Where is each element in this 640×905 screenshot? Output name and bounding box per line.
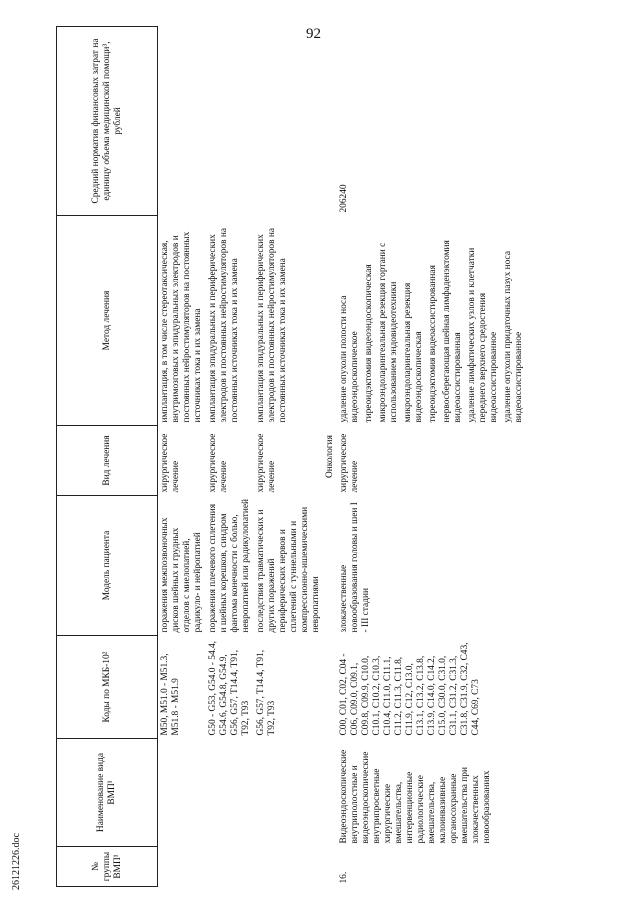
table-header-row xyxy=(57,27,158,887)
table-row xyxy=(158,27,207,887)
icd-codes-cell: C00, C01, C02, C04 - C06, C09.0, C09.1, C09.8, C09.9, C10.0, C10.1, C10.2, C10.3, C10.4, C11.0, C11.1, C11.2, C11.3, C11.8, C11.9, C12, C13.0, C13.1, C13.2, C13.8, C13.9, C14.0, C14.2, C15.0, C30.0, C31.0, C31.1, C31.2, C31.3, C31.8, C31.9, C32, C43, C44, C69, C73 xyxy=(339,642,481,736)
document-footer: 26121226.doc xyxy=(11,833,22,890)
header-treatment-method: Метод лечения xyxy=(57,216,158,426)
rotated-table-container xyxy=(56,27,640,887)
method-item: тиреоидэктомия видеоэндоскопическая xyxy=(364,264,374,423)
icd-codes-cell: G50 - G53, G54.0 - 54.4, G54.6, G54.8, G54.9, G56, G57, T14.4, T91, T92, T93 xyxy=(208,640,251,736)
treatment-type-cell: хирургическое лечение xyxy=(339,433,360,493)
table-row xyxy=(206,27,254,887)
method-item: микроэндоларингеальная резекция гортани с использованием эндовидеотехники xyxy=(378,242,399,423)
group-number-cell: 16. xyxy=(339,871,349,884)
method-item: тиреоидэктомия видеоассистированная xyxy=(428,265,438,423)
section-title: Онкология xyxy=(325,435,335,478)
header-treatment-type: Вид лечения xyxy=(57,426,158,496)
treatment-method-cell: имплантация эпидуральных и периферических электродов и постоянных нейростимуляторов на постоянных источниках тока и их замена xyxy=(208,227,240,423)
header-vmp-name: Наименование вида ВМП¹ xyxy=(57,739,158,847)
treatment-type-cell: хирургическое лечение xyxy=(208,433,229,493)
treatment-method-cell: имплантация, в том числе стереотаксическая, внутримозговых и эпидуральных электродов и постоянных нейростимуляторов на постоянных источниках тока и их замена xyxy=(160,231,203,423)
section-row xyxy=(324,27,337,887)
treatment-method-cell: имплантация эпидуральных и периферических электродов и постоянных нейростимуляторов на постоянных источниках тока и их замена xyxy=(256,227,288,423)
treatment-type-cell: хирургическое лечение xyxy=(160,433,181,493)
table-row xyxy=(254,27,324,887)
treatment-method-cell xyxy=(337,216,530,426)
patient-model-cell: поражения межпозвоночных дисков шейных и грудных отделов с миелопатией, радикуло- и нейропатией xyxy=(160,517,203,633)
method-item: удаление лимфатических узлов и клетчатки переднего верхнего средостения видеоассистированное xyxy=(467,247,499,423)
patient-model-cell: поражения плечевого сплетения и шейных корешков, синдром фантома конечности с болью, невропатией или радикулопатией xyxy=(208,498,251,633)
method-item: микроэндоларингеальная резекция видеоэндоскопическая xyxy=(403,282,424,423)
header-group-no: № группы ВМП¹ xyxy=(57,847,158,887)
method-item: нервосберегающая шейная лимфаденэктомия видеоассистированная xyxy=(442,240,463,423)
page-number: 92 xyxy=(306,26,321,42)
header-avg-cost: Средний норматив финансовых затрат на единицу объема медицинской помощи³, рублей xyxy=(57,27,158,216)
method-item: удаление опухоли придаточных пазух носа видеоассистированное xyxy=(503,251,524,423)
header-patient-model: Модель пациента xyxy=(57,496,158,636)
vmp-table xyxy=(56,26,530,887)
table-row xyxy=(337,27,530,887)
method-item: удаление опухоли полости носа видеоэндоскопическое xyxy=(339,295,360,423)
header-icd-codes: Коды по МКБ-10² xyxy=(57,636,158,739)
icd-codes-cell: M50, M51.0 - M51.3, M51.8 - M51.9 xyxy=(160,653,181,736)
treatment-type-cell: хирургическое лечение xyxy=(256,433,277,493)
vmp-name-cell: Видеоэндоскопические внутриполостные и видеоэндоскопические внутрипросветные хирургические вмешательства, интервенционные радиологические вмешательства, малоинвазивные органосохранные вмешательства при злокачественных новообразованиях xyxy=(339,749,492,844)
patient-model-cell: злокачественные новообразования головы и шеи I - III стадии xyxy=(339,502,371,633)
avg-cost-cell: 206240 xyxy=(339,184,349,213)
patient-model-cell: последствия травматических и других поражений периферических нервов и сплетений с туннельными и компрессионно-ишемическими невропатиями xyxy=(256,506,321,633)
icd-codes-cell: G56, G57, T14.4, T91, T92, T93 xyxy=(256,649,277,736)
